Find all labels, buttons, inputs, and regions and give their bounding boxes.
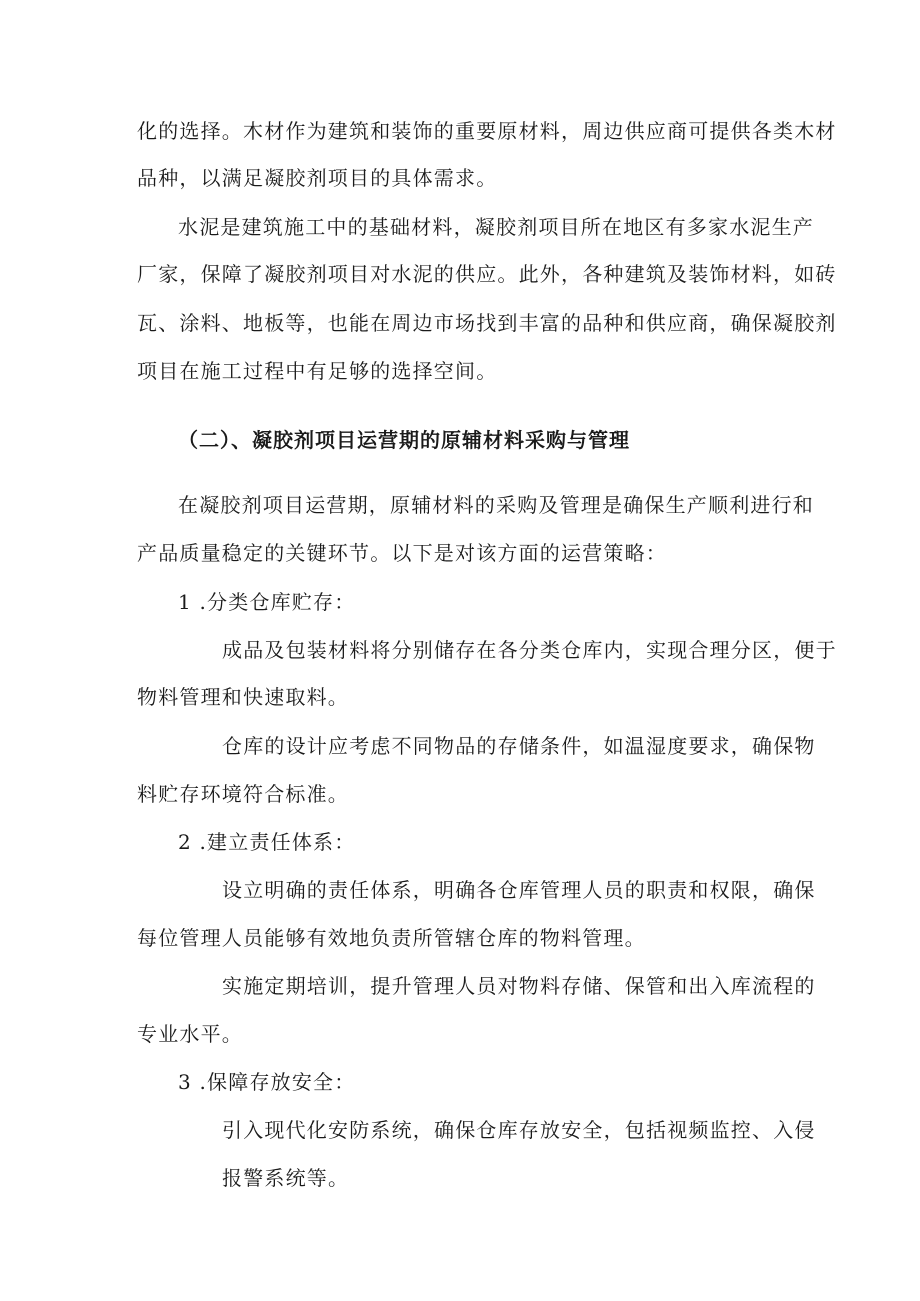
text-line: 实施定期培训，提升管理人员对物料存储、保管和出入库流程的 [222, 974, 816, 998]
text-line: 仓库的设计应考虑不同物品的存储条件，如温湿度要求，确保物 [222, 734, 816, 758]
list-item-title: 1 .分类仓库贮存： [178, 590, 356, 614]
text-line: 项目在施工过程中有足够的选择空间。 [137, 359, 498, 383]
text-line: 厂家，保障了凝胶剂项目对水泥的供应。此外，各种建筑及装饰材料，如砖 [137, 262, 837, 286]
text-line: 化的选择。木材作为建筑和装饰的重要原材料，周边供应商可提供各类木材 [137, 119, 837, 143]
text-line: 每位管理人员能够有效地负责所管辖仓库的物料管理。 [137, 926, 646, 950]
text-line: 水泥是建筑施工中的基础材料，凝胶剂项目所在地区有多家水泥生产 [178, 215, 814, 239]
text-line: 在凝胶剂项目运营期，原辅材料的采购及管理是确保生产顺利进行和 [178, 493, 814, 517]
list-item-title: 2 .建立责任体系： [178, 830, 356, 854]
section-heading: （二）、凝胶剂项目运营期的原辅材料采购与管理 [178, 428, 630, 452]
list-item-title: 3 .保障存放安全： [178, 1070, 356, 1094]
text-line: 设立明确的责任体系，明确各仓库管理人员的职责和权限，确保 [222, 878, 816, 902]
text-line: 引入现代化安防系统，确保仓库存放安全，包括视频监控、入侵 [222, 1118, 816, 1142]
text-line: 报警系统等。 [222, 1166, 350, 1190]
text-line: 瓦、涂料、地板等，也能在周边市场找到丰富的品种和供应商，确保凝胶剂 [137, 311, 837, 335]
text-line: 物料管理和快速取料。 [137, 685, 349, 709]
text-line: 产品质量稳定的关键环节。以下是对该方面的运营策略： [137, 541, 667, 565]
text-line: 成品及包装材料将分别储存在各分类仓库内，实现合理分区，便于 [222, 638, 837, 662]
text-line: 专业水平。 [137, 1022, 243, 1046]
text-line: 料贮存环境符合标准。 [137, 782, 349, 806]
text-line: 品种，以满足凝胶剂项目的具体需求。 [137, 166, 498, 190]
